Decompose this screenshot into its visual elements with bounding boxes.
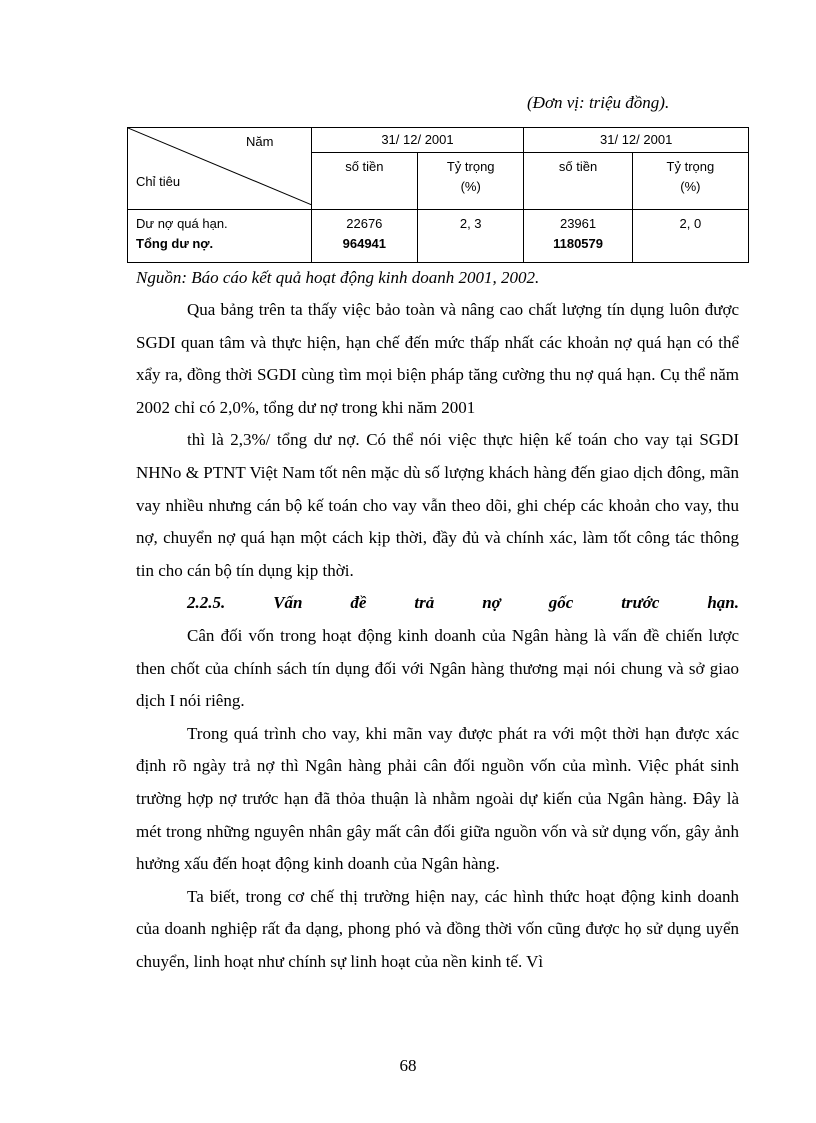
section-heading xyxy=(136,587,739,620)
subheader-ratio-1: Tỷ trọng (%) xyxy=(418,153,524,210)
heading-word: hạn. xyxy=(707,593,739,613)
amount-2001-cell: 22676 964941 xyxy=(311,210,417,263)
page-number: 68 xyxy=(399,1056,417,1075)
unit-note: (Đơn vị: triệu đồng). xyxy=(527,93,670,112)
amount-2002-cell: 23961 1180579 xyxy=(524,210,632,263)
row-labels: Dư nợ quá hạn. Tổng dư nợ. xyxy=(128,210,312,263)
heading-word: Vấn xyxy=(273,593,303,613)
subheader-amount-1: số tiền xyxy=(311,153,417,210)
paragraph-1: Qua bảng trên ta thấy việc bảo toàn và nâng cao chất lượng tín dụng luôn được SGDI quan tâm và thực hiện, hạn chế đến mức thấp nhất các khoản nợ quá hạn có thể xẩy ra, đồng thời SGDI cùng tìm mọi biện pháp tăng cường thu nợ quá hạn. Cụ thể năm 2002 chỉ có 2,0%, tổng dư nợ trong khi năm 2001 xyxy=(136,300,739,417)
table-corner-cell xyxy=(128,128,312,210)
heading-word: 2.2.5. xyxy=(187,593,226,613)
ratio-2002-cell: 2, 0 xyxy=(632,210,748,263)
debt-table xyxy=(127,127,749,263)
paragraph-5: Ta biết, trong cơ chế thị trường hiện nay, các hình thức hoạt động kinh doanh của doanh nghiệp rất đa dạng, phong phó và đồng thời vốn cũng được họ sử dụng uyển chuyển, linh hoạt như chính sự linh hoạt của nền kinh tế. Vì xyxy=(136,886,739,971)
paragraph-3: Cân đối vốn trong hoạt động kinh doanh của Ngân hàng là vấn đề chiến lược then chốt của chính sách tín dụng đối với Ngân hàng thương mại nói chung và sở giao dịch I nói riêng. xyxy=(136,625,739,711)
body-text xyxy=(136,294,739,978)
heading-word: trả xyxy=(414,593,435,613)
table-row xyxy=(128,210,749,263)
paragraph-4: Trong quá trình cho vay, khi mãn vay được phát ra với một thời hạn được xác định rõ ngày trả nợ thì Ngân hàng phải cân đối nguồn vốn của mình. Việc phát sinh trường hợp nợ trước hạn đã thỏa thuận là nhằm ngoài dự kiến của Ngân hàng. Đây là mét trong những nguyên nhân gây mất cân đối giữa nguồn vốn và sử dụng vốn, gây ảnh hưởng xấu đến hoạt động kinh doanh của Ngân hàng. xyxy=(136,723,739,874)
subheader-ratio-2: Tỷ trọng (%) xyxy=(632,153,748,210)
subheader-amount-2: số tiền xyxy=(524,153,632,210)
heading-word: đề xyxy=(350,593,367,613)
header-year-1: 31/ 12/ 2001 xyxy=(311,128,524,153)
header-year-label: Năm xyxy=(246,134,274,149)
heading-word: nợ xyxy=(482,593,501,613)
header-item-label: Chỉ tiêu xyxy=(136,174,181,189)
heading-word: trước xyxy=(621,593,660,613)
paragraph-2: thì là 2,3%/ tổng dư nợ. Có thể nói việc thực hiện kế toán cho vay tại SGDI NHNo & PTNT Việt Nam tốt nên mặc dù số lượng khách hàng đến giao dịch đông, mãn vay nhiều nhưng cán bộ kế toán cho vay vẫn theo dõi, ghi chép các khoản cho vay, thu nợ, chuyển nợ quá hạn một cách kịp thời, đầy đủ và chính xác, làm tốt công tác thông tin cho cán bộ tín dụng kịp thời. xyxy=(136,430,739,580)
diagonal-line xyxy=(128,128,312,205)
ratio-2001-cell: 2, 3 xyxy=(418,210,524,263)
source-note: Nguồn: Báo cáo kết quả hoạt động kinh doanh 2001, 2002. xyxy=(136,268,540,287)
header-year-2: 31/ 12/ 2001 xyxy=(524,128,749,153)
heading-word: gốc xyxy=(548,593,574,613)
